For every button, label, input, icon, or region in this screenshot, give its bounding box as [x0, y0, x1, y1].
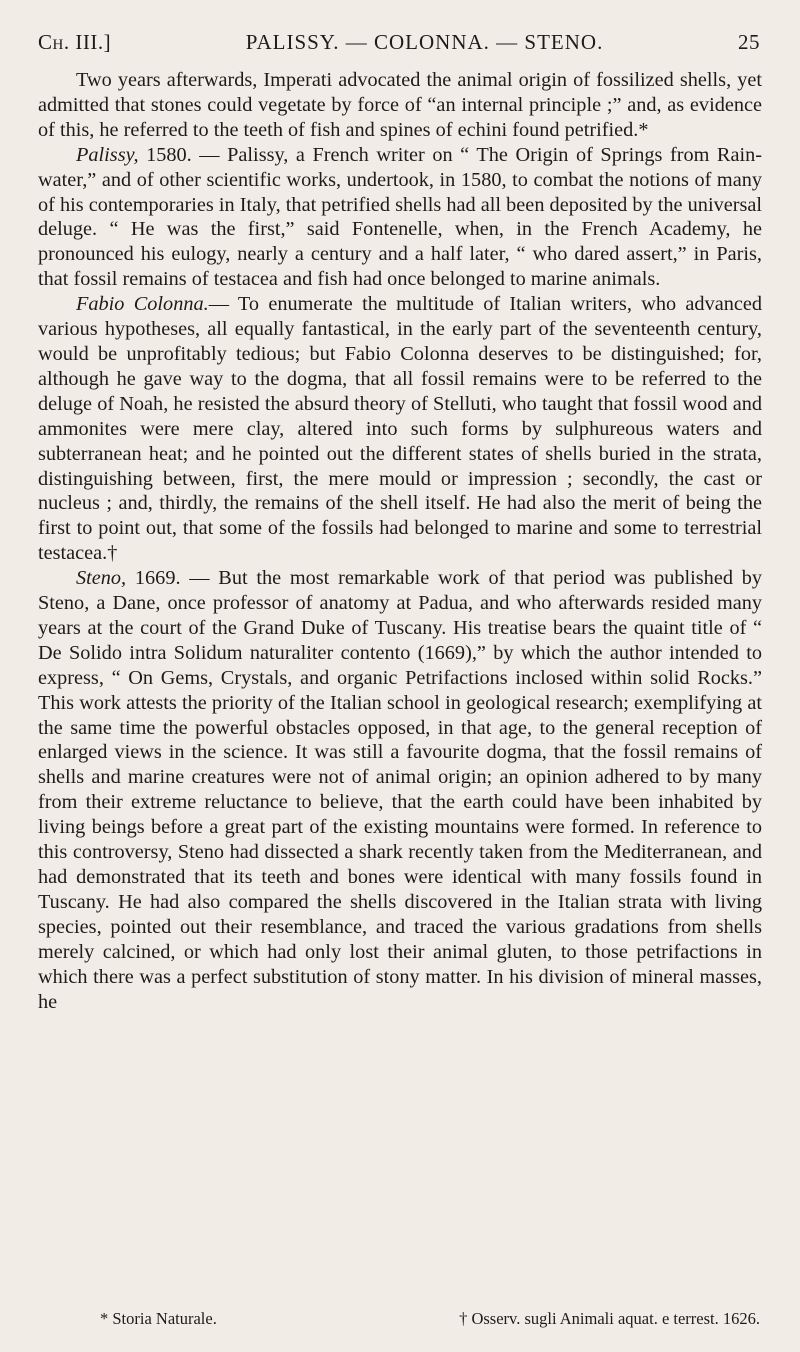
paragraph-text: Two years afterwards, Imperati advocated the animal origin of fossilized shells, yet admitted that stones could vegetate by force of “an internal principle ;” and, as evidence of this, he referred to the teeth of fish and spines of echini found petrified.* — [38, 69, 762, 141]
paragraph-colonna — [38, 292, 762, 566]
paragraph-steno — [38, 566, 762, 1014]
paragraph-heading: Steno, — [76, 567, 127, 590]
page-number: 25 — [737, 30, 760, 54]
paragraph-heading: Fabio Colonna. — [76, 293, 209, 316]
paragraph-text: — To enumerate the multitude of Italian writers, who advanced various hypotheses, all equally fantastical, in the early part of the seventeenth century, would be unprofitably tedious; but Fabio Colonna deserves to be distinguished; for, although he gave way to the dogma, that all fossil remains were to be referred to the deluge of Noah, he resisted the absurd theory of Stelluti, who taught that fossil wood and ammonites were mere clay, altered into such forms by sulphureous waters and subterranean heat; and he pointed out the different states of shells buried in the strata, distinguishing between, first, the mere mould or impression ; secondly, the cast or nucleus ; and, thirdly, the remains of the shell itself. He had also the merit of being the first to point out, that some of the fossils had belonged to marine and some to terrestrial testacea.† — [38, 293, 762, 565]
running-head — [38, 30, 760, 60]
footnote-dagger: † Osserv. sugli Animali aquat. e terrest. 1626. — [459, 1309, 760, 1328]
footnote-star: * Storia Naturale. — [100, 1309, 217, 1328]
paragraph-heading: Palissy, — [76, 143, 139, 166]
footnotes — [100, 1309, 760, 1329]
paragraph-text: 1580. — Palissy, a French writer on “ The Origin of Springs from Rain-water,” and of other scientific works, undertook, in 1580, to combat the notions of many of his contemporaries in Italy, that petrified shells had all been deposited by the universal deluge. “ He was the first,” said Fontenelle, when, in the French Academy, he pronounced his eulogy, nearly a century and a half later, “ who dared assert,” in Paris, that fossil remains of testacea and fish had once belonged to marine animals. — [38, 143, 762, 291]
running-title: PALISSY. — COLONNA. — STENO. — [245, 30, 604, 54]
chapter-label: Ch. III.] — [38, 30, 112, 54]
paragraph-palissy — [38, 143, 762, 292]
paragraph-imperati — [38, 68, 762, 143]
paragraph-text: 1669. — But the most remarkable work of that period was published by Steno, a Dane, once professor of anatomy at Padua, and who afterwards resided many years at the court of the Grand Duke of Tuscany. His treatise bears the quaint title of “ De Solido intra Solidum naturaliter contento (1669),” by which the author intended to express, “ On Gems, Crystals, and organic Petrifactions inclosed within solid Rocks.” This work attests the priority of the Italian school in geological research; exemplifying at the same time the powerful obstacles opposed, in that age, to the general reception of enlarged views in the science. It was still a favourite dogma, that the fossil remains of shells and marine creatures were not of animal origin; an opinion adhered to by many from their extreme reluctance to believe, that the earth could have been inhabited by living beings before a great part of the existing mountains were formed. In reference to this controversy, Steno had dissected a shark recently taken from the Mediterranean, and had demonstrated that its teeth and bones were identical with many fossils found in Tuscany. He had also compared the shells discovered in the Italian strata with living species, pointed out their resemblance, and traced the various gradations from shells merely calcined, or which had only lost their animal gluten, to those petrifactions in which there was a perfect substitution of stony matter. In his division of mineral masses, he — [38, 567, 762, 1013]
body-text — [38, 68, 762, 1014]
